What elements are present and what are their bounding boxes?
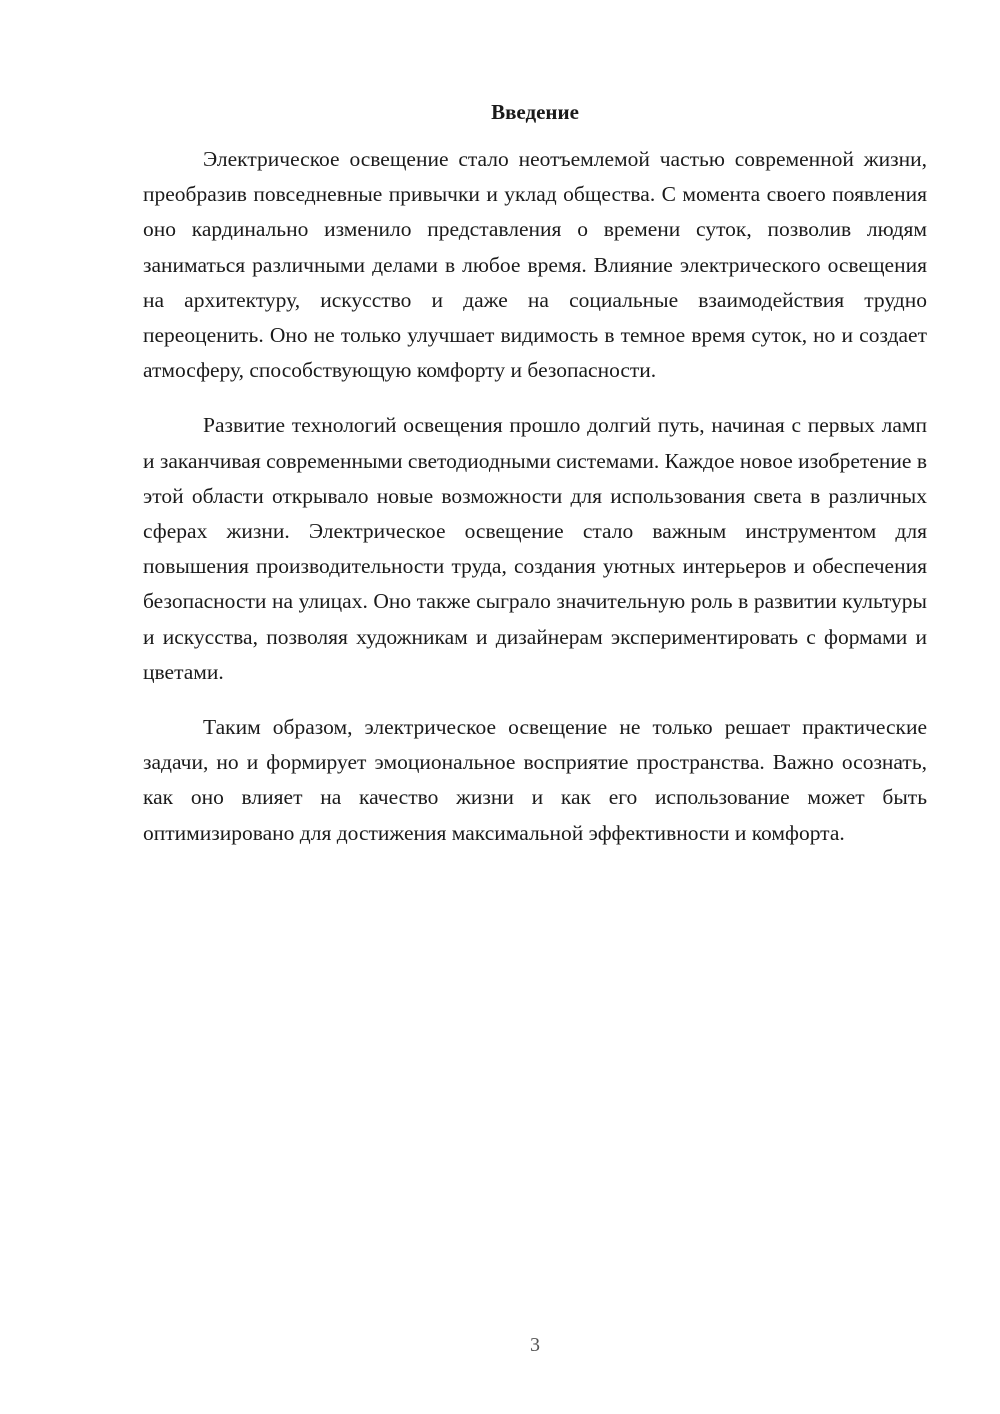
paragraph-1: Электрическое освещение стало неотъемлемой частью современной жизни, преобразив повседневные привычки и уклад общества. С момента своего появления оно кардинально изменило представления о времени суток, позволив людям заниматься различными делами в любое время. Влияние электрического освещения на архитектуру, искусство и даже на социальные взаимодействия трудно переоценить. Оно не только улучшает видимость в темное время суток, но и создает атмосферу, способствующую комфорту и безопасности. [143, 147, 927, 383]
section-heading: Введение [491, 100, 579, 124]
page-number: 3 [530, 1334, 540, 1356]
body-text [143, 142, 927, 871]
paragraph-2: Развитие технологий освещения прошло долгий путь, начиная с первых ламп и заканчивая современными светодиодными системами. Каждое новое изобретение в этой области открывало новые возможности для использования света в различных сферах жизни. Электрическое освещение стало важным инструментом для повышения производительности труда, создания уютных интерьеров и обеспечения безопасности на улицах. Оно также сыграло значительную роль в развитии культуры и искусства, позволяя художникам и дизайнерам экспериментировать с формами и цветами. [143, 413, 927, 684]
paragraph-3: Таким образом, электрическое освещение не только решает практические задачи, но и формирует эмоциональное восприятие пространства. Важно осознать, как оно влияет на качество жизни и как его использование может быть оптимизировано для достижения максимальной эффективности и комфорта. [143, 715, 927, 845]
